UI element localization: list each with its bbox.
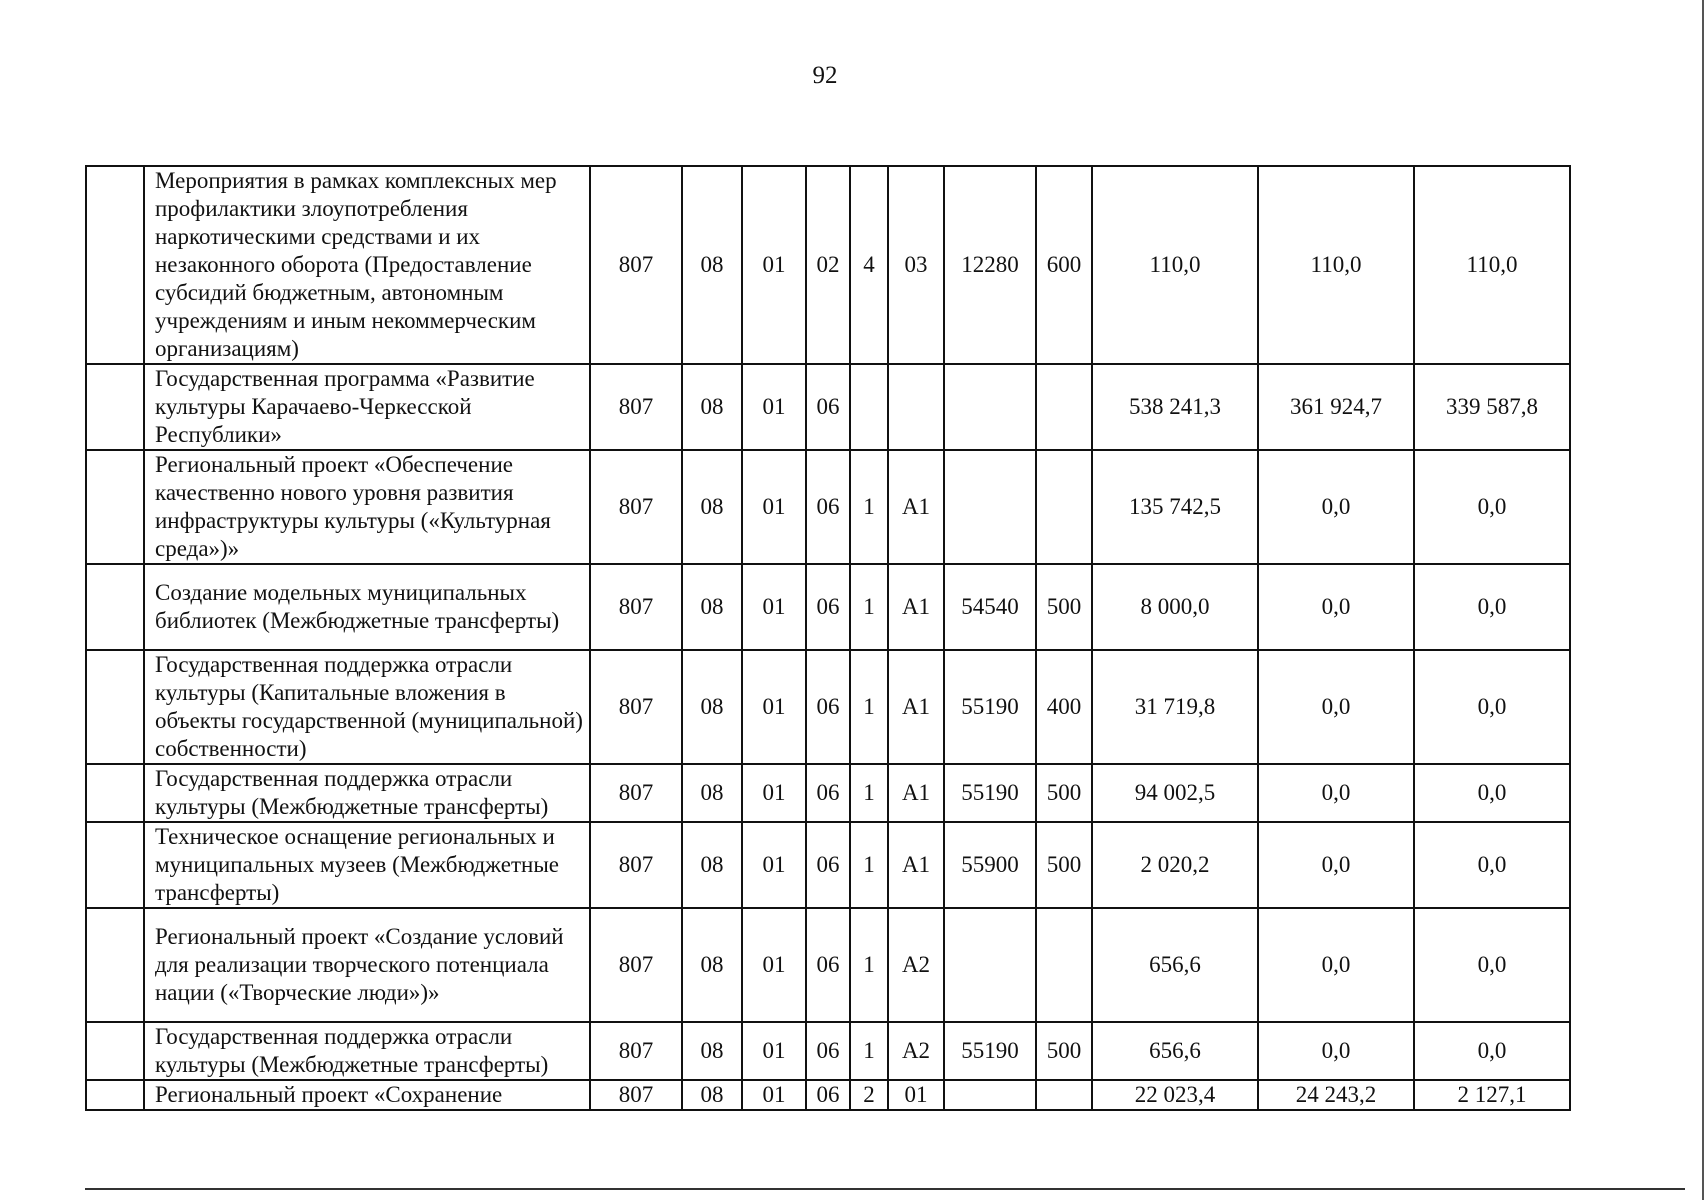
program-code-cell: 06 — [806, 1080, 850, 1110]
ministry-code-cell: 807 — [590, 1080, 682, 1110]
amount-cell: 24 243,2 — [1258, 1080, 1414, 1110]
program-code-cell: 06 — [806, 450, 850, 564]
subprogram-code-cell: 1 — [850, 764, 888, 822]
amount-cell: 0,0 — [1414, 564, 1570, 650]
table-row — [86, 764, 1570, 822]
amount-cell: 0,0 — [1414, 822, 1570, 908]
budget-table — [85, 165, 1571, 1111]
table-row — [86, 908, 1570, 1022]
subprogram-code-cell: 1 — [850, 1022, 888, 1080]
row-number-cell — [86, 450, 144, 564]
subsection-code-cell: 01 — [742, 650, 806, 764]
amount-cell: 361 924,7 — [1258, 364, 1414, 450]
subprogram-code-cell: 4 — [850, 166, 888, 364]
subsection-code-cell: 01 — [742, 908, 806, 1022]
amount-cell: 110,0 — [1092, 166, 1258, 364]
measure-code-cell: 03 — [888, 166, 944, 364]
expense-type-cell — [1036, 1080, 1092, 1110]
amount-cell: 656,6 — [1092, 1022, 1258, 1080]
page-number: 92 — [812, 62, 838, 89]
amount-cell: 0,0 — [1258, 1022, 1414, 1080]
program-code-cell: 06 — [806, 908, 850, 1022]
section-code-cell: 08 — [682, 822, 742, 908]
subsection-code-cell: 01 — [742, 764, 806, 822]
measure-code-cell: A1 — [888, 564, 944, 650]
row-number-cell — [86, 822, 144, 908]
section-code-cell: 08 — [682, 908, 742, 1022]
item-name-cell: Создание модельных муниципальных библиотек (Межбюджетные трансферты) — [144, 564, 590, 650]
amount-cell: 0,0 — [1258, 822, 1414, 908]
subsection-code-cell: 01 — [742, 1080, 806, 1110]
row-number-cell — [86, 1080, 144, 1110]
direction-code-cell: 55190 — [944, 764, 1036, 822]
table-row — [86, 822, 1570, 908]
program-code-cell: 06 — [806, 564, 850, 650]
expense-type-cell: 500 — [1036, 1022, 1092, 1080]
expense-type-cell — [1036, 450, 1092, 564]
item-name-cell: Региональный проект «Сохранение — [144, 1080, 590, 1110]
table-row — [86, 564, 1570, 650]
expense-type-cell: 500 — [1036, 822, 1092, 908]
amount-cell: 0,0 — [1258, 908, 1414, 1022]
item-name-cell: Техническое оснащение региональных и муниципальных музеев (Межбюджетные трансферты) — [144, 822, 590, 908]
item-name-cell: Государственная поддержка отрасли культуры (Межбюджетные трансферты) — [144, 1022, 590, 1080]
subsection-code-cell: 01 — [742, 450, 806, 564]
program-code-cell: 06 — [806, 364, 850, 450]
amount-cell: 0,0 — [1258, 764, 1414, 822]
subsection-code-cell: 01 — [742, 166, 806, 364]
direction-code-cell: 55900 — [944, 822, 1036, 908]
ministry-code-cell: 807 — [590, 564, 682, 650]
expense-type-cell: 500 — [1036, 564, 1092, 650]
amount-cell: 538 241,3 — [1092, 364, 1258, 450]
row-number-cell — [86, 764, 144, 822]
row-number-cell — [86, 1022, 144, 1080]
row-number-cell — [86, 650, 144, 764]
amount-cell: 0,0 — [1414, 908, 1570, 1022]
program-code-cell: 06 — [806, 650, 850, 764]
item-name-cell: Региональный проект «Создание условий для реализации творческого потенциала нации («Творческие люди»)» — [144, 908, 590, 1022]
measure-code-cell: 01 — [888, 1080, 944, 1110]
amount-cell: 110,0 — [1414, 166, 1570, 364]
section-code-cell: 08 — [682, 1080, 742, 1110]
amount-cell: 0,0 — [1258, 650, 1414, 764]
section-code-cell: 08 — [682, 1022, 742, 1080]
table-row — [86, 166, 1570, 364]
subsection-code-cell: 01 — [742, 1022, 806, 1080]
amount-cell: 8 000,0 — [1092, 564, 1258, 650]
direction-code-cell: 55190 — [944, 650, 1036, 764]
direction-code-cell — [944, 450, 1036, 564]
measure-code-cell: A1 — [888, 650, 944, 764]
subprogram-code-cell: 1 — [850, 650, 888, 764]
measure-code-cell: A2 — [888, 1022, 944, 1080]
program-code-cell: 02 — [806, 166, 850, 364]
section-code-cell: 08 — [682, 450, 742, 564]
expense-type-cell: 500 — [1036, 764, 1092, 822]
row-number-cell — [86, 908, 144, 1022]
ministry-code-cell: 807 — [590, 166, 682, 364]
amount-cell: 2 020,2 — [1092, 822, 1258, 908]
subsection-code-cell: 01 — [742, 822, 806, 908]
expense-type-cell — [1036, 364, 1092, 450]
subprogram-code-cell: 1 — [850, 822, 888, 908]
measure-code-cell: A1 — [888, 450, 944, 564]
section-code-cell: 08 — [682, 764, 742, 822]
subprogram-code-cell: 1 — [850, 908, 888, 1022]
program-code-cell: 06 — [806, 822, 850, 908]
amount-cell: 0,0 — [1414, 1022, 1570, 1080]
amount-cell: 0,0 — [1414, 764, 1570, 822]
amount-cell: 22 023,4 — [1092, 1080, 1258, 1110]
section-code-cell: 08 — [682, 564, 742, 650]
row-number-cell — [86, 364, 144, 450]
item-name-cell: Мероприятия в рамках комплексных мер профилактики злоупотребления наркотическими средствами и их незаконного оборота (Предоставление субсидий бюджетным, автономным учреждениям и иным некоммерческим организациям) — [144, 166, 590, 364]
measure-code-cell: A2 — [888, 908, 944, 1022]
amount-cell: 339 587,8 — [1414, 364, 1570, 450]
subsection-code-cell: 01 — [742, 364, 806, 450]
direction-code-cell: 55190 — [944, 1022, 1036, 1080]
direction-code-cell — [944, 1080, 1036, 1110]
direction-code-cell — [944, 364, 1036, 450]
page-edge-rule — [1702, 0, 1704, 1200]
item-name-cell: Региональный проект «Обеспечение качественно нового уровня развития инфраструктуры культуры («Культурная среда»)» — [144, 450, 590, 564]
subprogram-code-cell: 1 — [850, 564, 888, 650]
direction-code-cell: 54540 — [944, 564, 1036, 650]
amount-cell: 0,0 — [1258, 450, 1414, 564]
section-code-cell: 08 — [682, 650, 742, 764]
ministry-code-cell: 807 — [590, 908, 682, 1022]
amount-cell: 0,0 — [1258, 564, 1414, 650]
subprogram-code-cell — [850, 364, 888, 450]
program-code-cell: 06 — [806, 1022, 850, 1080]
program-code-cell: 06 — [806, 764, 850, 822]
item-name-cell: Государственная программа «Развитие культуры Карачаево-Черкесской Республики» — [144, 364, 590, 450]
table-row — [86, 1022, 1570, 1080]
amount-cell: 135 742,5 — [1092, 450, 1258, 564]
table-row — [86, 1080, 1570, 1110]
amount-cell: 0,0 — [1414, 650, 1570, 764]
amount-cell: 110,0 — [1258, 166, 1414, 364]
table-row — [86, 650, 1570, 764]
section-code-cell: 08 — [682, 364, 742, 450]
table-row — [86, 364, 1570, 450]
expense-type-cell: 400 — [1036, 650, 1092, 764]
row-number-cell — [86, 166, 144, 364]
amount-cell: 656,6 — [1092, 908, 1258, 1022]
measure-code-cell — [888, 364, 944, 450]
amount-cell: 94 002,5 — [1092, 764, 1258, 822]
direction-code-cell: 12280 — [944, 166, 1036, 364]
subprogram-code-cell: 1 — [850, 450, 888, 564]
subprogram-code-cell: 2 — [850, 1080, 888, 1110]
direction-code-cell — [944, 908, 1036, 1022]
item-name-cell: Государственная поддержка отрасли культуры (Межбюджетные трансферты) — [144, 764, 590, 822]
ministry-code-cell: 807 — [590, 364, 682, 450]
expense-type-cell: 600 — [1036, 166, 1092, 364]
row-number-cell — [86, 564, 144, 650]
subsection-code-cell: 01 — [742, 564, 806, 650]
item-name-cell: Государственная поддержка отрасли культуры (Капитальные вложения в объекты государственной (муниципальной) собственности) — [144, 650, 590, 764]
ministry-code-cell: 807 — [590, 764, 682, 822]
amount-cell: 31 719,8 — [1092, 650, 1258, 764]
page-bottom-rule — [85, 1188, 1685, 1190]
ministry-code-cell: 807 — [590, 1022, 682, 1080]
measure-code-cell: A1 — [888, 764, 944, 822]
section-code-cell: 08 — [682, 166, 742, 364]
amount-cell: 0,0 — [1414, 450, 1570, 564]
expense-type-cell — [1036, 908, 1092, 1022]
ministry-code-cell: 807 — [590, 650, 682, 764]
amount-cell: 2 127,1 — [1414, 1080, 1570, 1110]
ministry-code-cell: 807 — [590, 822, 682, 908]
ministry-code-cell: 807 — [590, 450, 682, 564]
table-row — [86, 450, 1570, 564]
measure-code-cell: A1 — [888, 822, 944, 908]
